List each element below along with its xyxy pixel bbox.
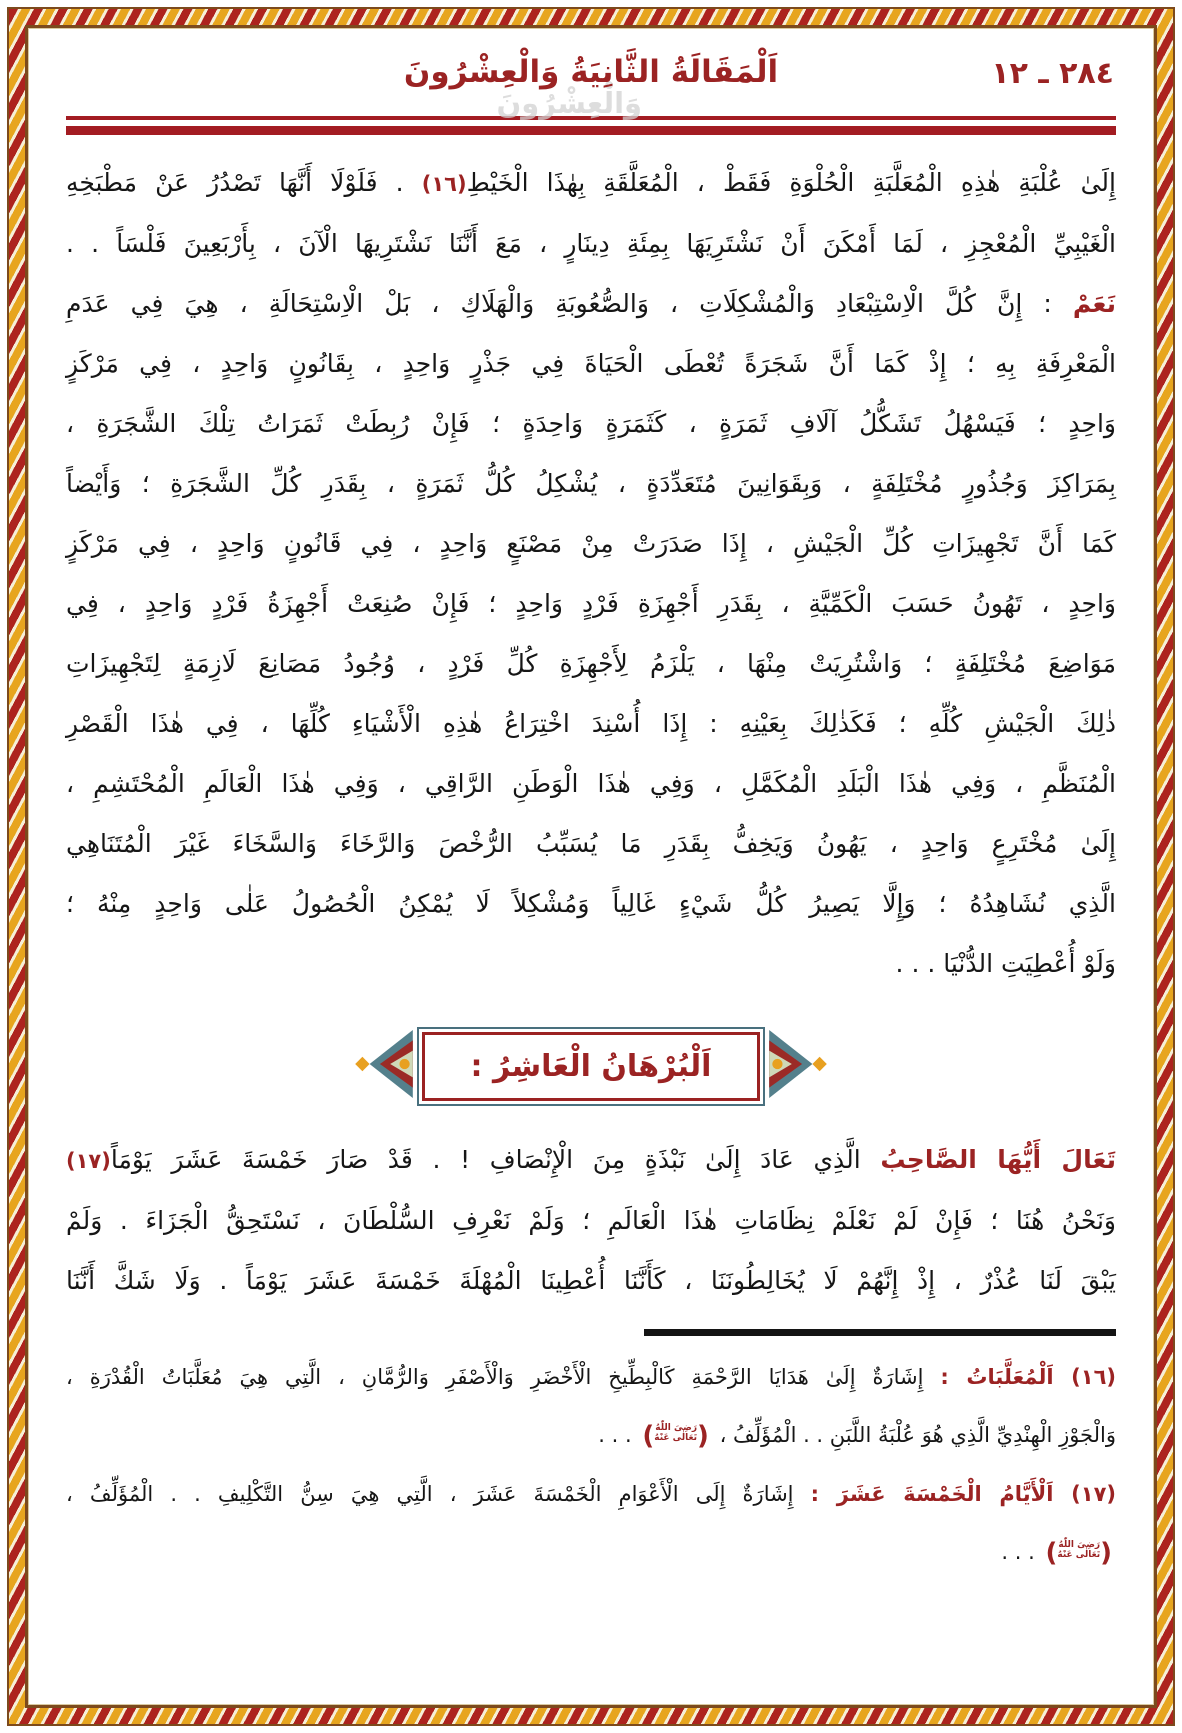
body-line xyxy=(66,274,1116,334)
page-number: ٢٨٤ ـ ١٢ xyxy=(991,56,1114,91)
body-line: وَاحِدٍ ، تَهُونُ حَسَبَ الْكَمِّيَّةِ ، بِقَدَرِ أَجْهِزَةِ فَرْدٍ وَاحِدٍ ؛ فَإِنْ صُنِعَتْ أَجْهِزَةُ فَرْدٍ وَاحِدٍ ، فِي xyxy=(66,589,1116,618)
body-line: الَّذِي نُشَاهِدُهُ ؛ وَإِلَّا يَصِيرُ كُلُّ شَيْءٍ غَالِياً وَمُشْكِلاً لَا يُمْكِنُ الْحُصُولُ عَلٰى وَاحِدٍ مِنْهُ ؛ xyxy=(66,889,1116,918)
body-text xyxy=(66,153,1116,994)
seal-text-line: رَضِىَ اللّٰهُ xyxy=(655,1422,698,1433)
title-ghost-text: وَالْعِشْرُونَ xyxy=(496,86,643,120)
body-text-2 xyxy=(66,1130,1116,1311)
trailing-dots: . . . xyxy=(598,1423,632,1447)
seal-text-line: رَضِىَ اللّٰهُ xyxy=(1058,1539,1101,1550)
body-text-run: : إِنَّ كُلَّ الْاِسْتِبْعَادِ وَالْمُشْكِلَاتِ ، وَالصُّعُوبَةِ وَالْهَلَاكِ ، بَلْ الْاِسْتِحَالَةِ ، هِيَ فِي عَدَمِ xyxy=(66,289,1073,318)
footnote-17-continuation xyxy=(66,1523,1116,1582)
body-line xyxy=(66,1130,1116,1191)
seal-paren-close: ) xyxy=(1045,1538,1058,1568)
body-text-run: إِلَىٰ عُلْبَةِ هٰذِهِ الْمُعَلَّبَةِ الْحُلْوَةِ فَقَطْ ، الْمُعَلَّقَةِ بِهٰذَا الْخَيْطِ xyxy=(466,168,1116,197)
seal-text-line: تَعَالٰى عَنْهُ xyxy=(1057,1550,1101,1560)
body-line: وَنَحْنُ هُنَا ؛ فَإِنْ لَمْ نَعْلَمْ نِظَامَاتِ هٰذَا الْعَالَمِ ؛ وَلَمْ نَعْرِفِ السُّلْطَانَ ، نَسْتَحِقُّ الْجَزَاءَ . وَلَمْ xyxy=(66,1206,1116,1235)
seal-text-line: تَعَالٰى عَنْهُ xyxy=(654,1433,698,1443)
body-line: الْمُنَظَّمِ ، وَفِي هٰذَا الْبَلَدِ الْمُكَمَّلِ ، وَفِي هٰذَا الْوَطَنِ الرَّاقِي ، وَفِي هٰذَا الْعَالَمِ الْمُحْتَشِمِ ، xyxy=(66,769,1116,798)
footnote-separator-rule xyxy=(644,1329,1117,1336)
footnote-ref-17: (١٧) xyxy=(66,1149,111,1173)
trailing-dots: . . . xyxy=(1001,1540,1035,1564)
footnote-16-lead: (١٦) اَلْمُعَلَّبَاتُ : xyxy=(940,1365,1117,1389)
cartouche-finial-right-icon xyxy=(766,1028,830,1104)
page-title: اَلْمَقَالَةُ الثَّانِيَةُ وَالْعِشْرُونَ xyxy=(403,54,779,90)
author-seal-icon xyxy=(642,1407,709,1465)
seal-text xyxy=(654,1423,697,1444)
author-seal-icon xyxy=(1045,1524,1112,1582)
body-line-last: وَلَوْ أُعْطِيَتِ الدُّنْيَا . . . xyxy=(895,949,1116,978)
footnote-16-continuation xyxy=(66,1406,1116,1465)
footnote-ref-16: (١٦) xyxy=(421,172,467,196)
page-header xyxy=(66,42,1116,120)
seal-paren-open: ( xyxy=(1100,1538,1112,1568)
footnote-text-run: وَالْجَوْزِ الْهِنْدِيِّ الَّذِي هُوَ عُلْبَةُ اللَّبَنِ . . الْمُؤَلِّفُ ، xyxy=(719,1423,1116,1447)
body-line: الْمَعْرِفَةِ بِهِ ؛ إِذْ كَمَا أَنَّ شَجَرَةً تُعْطَى الْحَيَاةَ فِي جَذْرٍ وَاحِدٍ ، بِقَانُونٍ وَاحِدٍ ، فِي مَرْكَزٍ xyxy=(66,349,1116,378)
footnote-17-line xyxy=(66,1465,1116,1523)
body-line: بِمَرَاكِزَ وَجُذُورٍ مُخْتَلِفَةٍ ، وَبِقَوَانِينَ مُتَعَدِّدَةٍ ، يُشْكِلُ كُلُّ ثَمَرَةٍ ، بِقَدَرِ كُلِّ الشَّجَرَةِ ؛ وَأَيْضاً xyxy=(66,469,1116,498)
body-line: ذٰلِكَ الْجَيْشِ كُلِّهِ ؛ فَكَذٰلِكَ بِعَيْنِهِ : إِذَا أُسْنِدَ اخْتِرَاعُ هٰذِهِ الْأَشْيَاءِ كُلِّهَا ، فِي هٰذَا الْقَصْرِ xyxy=(66,709,1116,738)
footnote-17-lead: (١٧) اَلْأَيَّامُ الْخَمْسَةَ عَشَرَ : xyxy=(810,1482,1116,1506)
section-heading-cartouche xyxy=(66,1028,1116,1104)
body-line: وَاحِدٍ ؛ فَيَسْهُلُ تَشَكُّلُ آلَافِ ثَمَرَةٍ ، كَثَمَرَةٍ وَاحِدَةٍ ؛ فَإِنْ رُبِطَتْ ثَمَرَاتُ تِلْكَ الشَّجَرَةِ ، xyxy=(66,409,1116,438)
body-line: يَبْقَ لَنَا عُذْرٌ ، إِذْ إِنَّهُمْ لَا يُخَالِطُونَنَا ، كَأَنَّنَا أُعْطِينَا الْمُهْلَةَ خَمْسَةَ عَشَرَ يَوْمَاً . وَلَا شَكَّ أَنَّنَا xyxy=(66,1266,1116,1295)
body-line: كَمَا أَنَّ تَجْهِيزَاتِ كُلِّ الْجَيْشِ ، إِذَا صَدَرَتْ مِنْ مَصْنَعٍ وَاحِدٍ ، فِي قَانُونٍ وَاحِدٍ ، فِي مَرْكَزٍ xyxy=(66,529,1116,558)
page-content xyxy=(66,42,1116,1691)
footnotes xyxy=(66,1348,1116,1582)
footnote-text-run: إِشَارَةٌ إِلَى الْأَعْوَامِ الْخَمْسَةَ عَشَرَ ، الَّتِي هِيَ سِنُّ التَّكْلِيفِ . . الْمُؤَلِّفُ ، xyxy=(66,1482,811,1506)
seal-text xyxy=(1057,1540,1100,1561)
seal-paren-open: ( xyxy=(697,1421,709,1451)
body-line xyxy=(66,153,1116,214)
cartouche-finial-left-icon xyxy=(352,1028,416,1104)
paragraph-lead-word: نَعَمْ xyxy=(1072,289,1116,318)
body-text-run: . فَلَوْلَا أَنَّهَا تَصْدُرُ عَنْ مَطْبَخِهِ xyxy=(66,168,422,197)
body-text-run: الَّذِي عَادَ إِلَىٰ نَبْذَةٍ مِنَ الْإِنْصَافِ ! . قَدْ صَارَ خَمْسَةَ عَشَرَ يَوْمَاً xyxy=(110,1145,881,1174)
footnote-16-line xyxy=(66,1348,1116,1406)
footnote-text-run: إِشَارَةٌ إِلَىٰ هَدَايَا الرَّحْمَةِ كَالْبِطِّيخِ الْأَخْضَرِ وَالْأَصْفَرِ وَالرُّمَّانِ ، الَّتِي هِيَ مُعَلَّبَاتُ الْقُدْرَةِ ، xyxy=(66,1365,941,1389)
section-heading: اَلْبُرْهَانُ الْعَاشِرُ : xyxy=(422,1032,761,1101)
paragraph-lead-phrase: تَعَالَ أَيُّهَا الصَّاحِبُ xyxy=(880,1145,1116,1174)
body-line: الْغَيْبِيِّ الْمُعْجِزِ ، لَمَا أَمْكَنَ أَنْ نَشْتَرِيَهَا بِمِئَةِ دِينَارٍ ، مَعَ أَنَّنَا نَشْتَرِيهَا الْآنَ ، بِأَرْبَعِينَ فَلْسَاً . . xyxy=(66,229,1116,258)
seal-paren-close: ) xyxy=(642,1421,655,1451)
body-line: إِلَىٰ مُخْتَرِعٍ وَاحِدٍ ، يَهُونُ وَيَخِفُّ بِقَدَرِ مَا يُسَبِّبُ الرُّخْصَ وَالرَّخَاءَ وَالسَّخَاءَ غَيْرَ الْمُتَنَاهِي xyxy=(66,829,1116,858)
body-line: مَوَاضِعَ مُخْتَلِفَةٍ ؛ وَاشْتُرِيَتْ مِنْهَا ، يَلْزَمُ لِأَجْهِزَةِ كُلِّ فَرْدٍ ، وُجُودُ مَصَانِعَ لَازِمَةٍ لِتَجْهِيزَاتِ xyxy=(66,649,1116,678)
